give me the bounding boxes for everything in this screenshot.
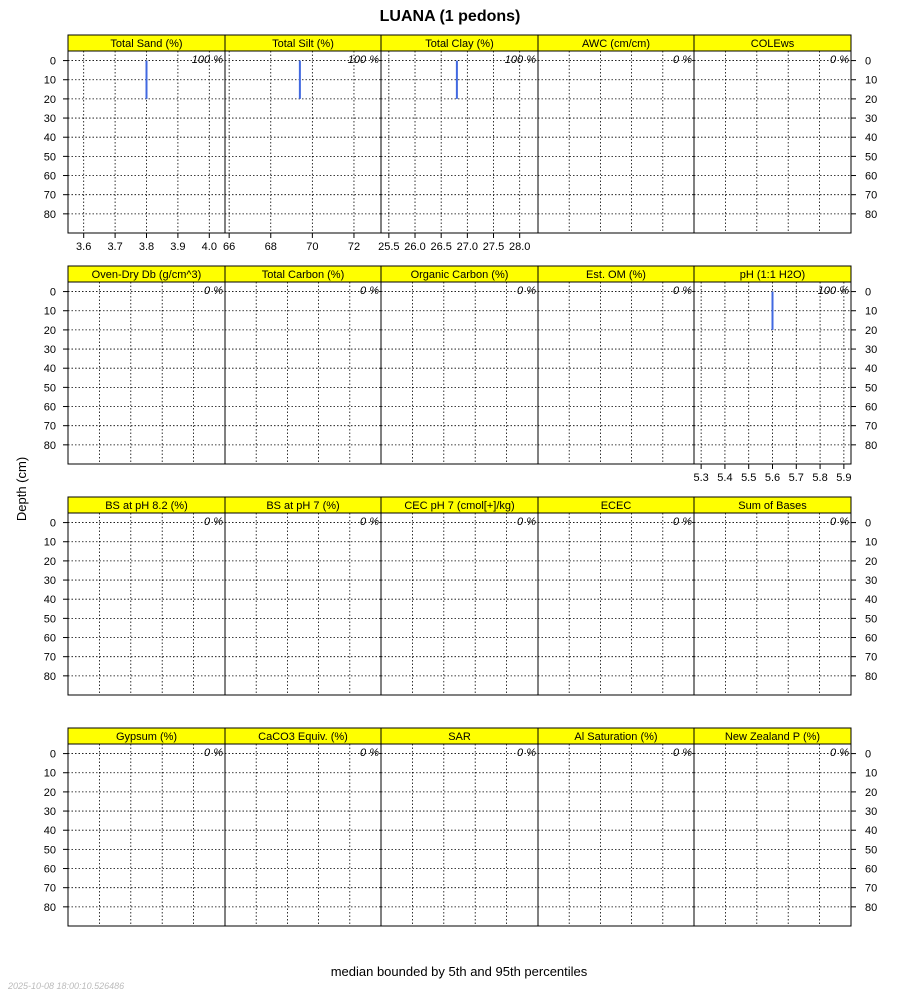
x-tick-label: 5.8	[812, 472, 828, 484]
x-tick-label: 5.6	[764, 472, 781, 484]
panel-strip-label: Total Clay (%)	[425, 38, 494, 50]
y-tick-label-left: 80	[43, 208, 56, 221]
panel-2	[223, 35, 381, 253]
panel-strip-label: Total Carbon (%)	[261, 269, 345, 281]
x-tick-label: 68	[264, 241, 277, 253]
panel-8	[381, 266, 538, 464]
x-tick-label: 5.3	[693, 472, 709, 484]
chart-title: LUANA (1 pedons)	[379, 8, 521, 25]
y-tick-label-right: 40	[865, 825, 878, 838]
panel-strip-label: Gypsum (%)	[115, 731, 178, 743]
panel-strip-label: Oven-Dry Db (g/cm^3)	[91, 269, 202, 281]
percent-annotation: 0 %	[360, 285, 379, 297]
y-tick-label-left: 10	[43, 74, 56, 87]
percent-annotation: 0 %	[360, 747, 379, 759]
panel-strip-label: ECEC	[600, 500, 632, 512]
y-tick-label-left: 60	[43, 401, 56, 414]
x-tick-label: 3.6	[76, 241, 92, 253]
y-axis-label: Depth (cm)	[14, 456, 29, 522]
panel-strip-label: Total Sand (%)	[110, 38, 183, 50]
x-tick-label: 70	[306, 241, 319, 253]
y-tick-label-right: 40	[865, 132, 878, 145]
y-tick-label-left: 0	[49, 517, 56, 530]
y-tick-label-right: 60	[865, 863, 878, 876]
panel-6	[44, 266, 225, 464]
panel-20	[694, 728, 877, 926]
y-tick-label-right: 0	[865, 286, 872, 299]
y-tick-label-right: 80	[865, 439, 878, 452]
x-tick-label: 5.9	[836, 472, 852, 484]
panel-strip-label: Total Silt (%)	[272, 38, 334, 50]
y-tick-label-right: 10	[865, 305, 878, 318]
panel-14	[538, 497, 694, 695]
x-tick-label: 3.8	[138, 241, 155, 253]
y-tick-label-left: 60	[43, 632, 56, 645]
x-axis-caption: median bounded by 5th and 95th percentiles	[330, 964, 588, 979]
y-tick-label-left: 80	[43, 901, 56, 914]
y-tick-label-right: 40	[865, 363, 878, 376]
y-tick-label-left: 40	[43, 594, 56, 607]
panel-strip-label: CEC pH 7 (cmol[+]/kg)	[404, 500, 515, 512]
y-tick-label-left: 70	[43, 420, 56, 433]
panel-border	[68, 744, 225, 926]
y-tick-label-right: 80	[865, 901, 878, 914]
percent-annotation: 0 %	[830, 516, 849, 528]
panel-9	[538, 266, 694, 464]
panel-strip-label: SAR	[448, 731, 471, 743]
y-tick-label-left: 30	[43, 344, 56, 357]
y-tick-label-left: 0	[49, 748, 56, 761]
x-tick-label: 3.9	[170, 241, 186, 253]
x-tick-label: 27.5	[482, 241, 505, 253]
percent-annotation: 100 %	[191, 54, 223, 66]
panel-strip-label: pH (1:1 H2O)	[739, 269, 806, 281]
y-tick-label-right: 20	[865, 555, 878, 568]
y-tick-label-left: 60	[43, 170, 56, 183]
y-tick-label-right: 30	[865, 344, 878, 357]
percent-annotation: 0 %	[673, 54, 692, 66]
y-tick-label-left: 80	[43, 670, 56, 683]
percent-annotation: 0 %	[830, 747, 849, 759]
panel-border	[538, 513, 694, 695]
x-tick-label: 3.7	[107, 241, 123, 253]
panel-border	[381, 513, 538, 695]
percent-annotation: 100 %	[347, 54, 379, 66]
x-tick-label: 26.5	[430, 241, 452, 253]
y-tick-label-right: 70	[865, 651, 878, 664]
y-tick-label-left: 30	[43, 113, 56, 126]
y-tick-label-right: 60	[865, 170, 878, 183]
timestamp-watermark: 2025-10-08 18:00:10.526486	[8, 981, 125, 991]
x-tick-label: 5.5	[741, 472, 757, 484]
y-tick-label-left: 10	[43, 305, 56, 318]
panel-border	[538, 744, 694, 926]
y-tick-label-right: 50	[865, 151, 878, 164]
y-tick-label-left: 20	[43, 555, 56, 568]
y-tick-label-left: 40	[43, 132, 56, 145]
panel-strip-label: AWC (cm/cm)	[581, 38, 651, 50]
panel-border	[694, 51, 851, 233]
panel-border	[538, 282, 694, 464]
y-tick-label-right: 30	[865, 113, 878, 126]
panel-7	[225, 266, 381, 464]
y-tick-label-left: 10	[43, 536, 56, 549]
percent-annotation: 0 %	[517, 747, 536, 759]
panel-strip-label: New Zealand P (%)	[724, 731, 821, 743]
panel-border	[68, 282, 225, 464]
panel-border	[381, 744, 538, 926]
panel-strip-label: Al Saturation (%)	[574, 731, 658, 743]
panel-strip-label: CaCO3 Equiv. (%)	[258, 731, 348, 743]
x-tick-label: 27.0	[456, 241, 479, 253]
y-tick-label-right: 70	[865, 882, 878, 895]
panel-5	[694, 35, 877, 233]
x-tick-label: 66	[223, 241, 236, 253]
y-tick-label-right: 30	[865, 575, 878, 588]
y-tick-label-left: 20	[43, 786, 56, 799]
x-tick-label: 26.0	[404, 241, 426, 253]
y-tick-label-right: 10	[865, 536, 878, 549]
panel-10	[693, 266, 877, 484]
y-tick-label-left: 50	[43, 844, 56, 857]
x-tick-label: 28.0	[508, 241, 531, 253]
percent-annotation: 0 %	[204, 747, 223, 759]
panel-border	[225, 744, 381, 926]
y-tick-label-right: 60	[865, 401, 878, 414]
y-tick-label-left: 30	[43, 575, 56, 588]
y-tick-label-right: 0	[865, 517, 872, 530]
panel-strip-label: COLEws	[750, 38, 795, 50]
x-tick-label: 5.7	[788, 472, 804, 484]
y-tick-label-left: 20	[43, 324, 56, 337]
x-tick-label: 4.0	[201, 241, 217, 253]
percent-annotation: 0 %	[517, 516, 536, 528]
percent-annotation: 0 %	[673, 516, 692, 528]
y-tick-label-right: 0	[865, 748, 872, 761]
percent-annotation: 0 %	[673, 285, 692, 297]
percent-annotation: 0 %	[204, 516, 223, 528]
panel-border	[381, 282, 538, 464]
percent-annotation: 100 %	[504, 54, 536, 66]
y-tick-label-left: 30	[43, 806, 56, 819]
y-tick-label-right: 80	[865, 670, 878, 683]
y-tick-label-left: 50	[43, 613, 56, 626]
y-tick-label-right: 70	[865, 189, 878, 202]
panel-12	[225, 497, 381, 695]
y-tick-label-right: 20	[865, 93, 878, 106]
panel-13	[381, 497, 538, 695]
y-tick-label-left: 50	[43, 151, 56, 164]
y-tick-label-left: 80	[43, 439, 56, 452]
y-tick-label-right: 60	[865, 632, 878, 645]
panel-grid	[44, 35, 878, 926]
panel-strip-label: BS at pH 8.2 (%)	[105, 500, 188, 512]
panel-3	[378, 35, 538, 253]
panel-border	[381, 51, 538, 233]
panel-strip-label: Organic Carbon (%)	[410, 269, 509, 281]
y-tick-label-left: 20	[43, 93, 56, 106]
y-tick-label-right: 40	[865, 594, 878, 607]
y-tick-label-right: 20	[865, 324, 878, 337]
y-tick-label-right: 30	[865, 806, 878, 819]
y-tick-label-right: 50	[865, 382, 878, 395]
y-tick-label-left: 0	[49, 55, 56, 68]
panel-border	[68, 513, 225, 695]
panel-4	[538, 35, 694, 233]
x-tick-label: 5.4	[717, 472, 733, 484]
y-tick-label-right: 70	[865, 420, 878, 433]
x-tick-label: 72	[347, 241, 361, 253]
y-tick-label-left: 40	[43, 363, 56, 376]
percent-annotation: 0 %	[830, 54, 849, 66]
panel-19	[538, 728, 694, 926]
panel-border	[694, 513, 851, 695]
panel-border	[225, 282, 381, 464]
percent-annotation: 0 %	[360, 516, 379, 528]
percent-annotation: 0 %	[204, 285, 223, 297]
y-tick-label-left: 40	[43, 825, 56, 838]
panel-11	[44, 497, 225, 695]
y-tick-label-left: 60	[43, 863, 56, 876]
panel-15	[694, 497, 877, 695]
panel-strip-label: BS at pH 7 (%)	[266, 500, 340, 512]
panel-18	[381, 728, 538, 926]
percent-annotation: 0 %	[517, 285, 536, 297]
panel-1	[44, 35, 225, 253]
panel-border	[538, 51, 694, 233]
panel-16	[44, 728, 225, 926]
y-tick-label-left: 10	[43, 767, 56, 780]
panel-border	[225, 513, 381, 695]
y-tick-label-right: 80	[865, 208, 878, 221]
y-tick-label-right: 50	[865, 844, 878, 857]
panel-17	[225, 728, 381, 926]
y-tick-label-right: 50	[865, 613, 878, 626]
y-tick-label-right: 20	[865, 786, 878, 799]
y-tick-label-right: 10	[865, 74, 878, 87]
y-tick-label-right: 0	[865, 55, 872, 68]
panel-border	[694, 744, 851, 926]
y-tick-label-right: 10	[865, 767, 878, 780]
y-tick-label-left: 70	[43, 882, 56, 895]
panel-border	[225, 51, 381, 233]
panel-strip-label: Est. OM (%)	[586, 269, 646, 281]
y-tick-label-left: 50	[43, 382, 56, 395]
panel-strip-label: Sum of Bases	[738, 500, 807, 512]
y-tick-label-left: 70	[43, 189, 56, 202]
y-tick-label-left: 70	[43, 651, 56, 664]
x-tick-label: 25.5	[378, 241, 400, 253]
percent-annotation: 100 %	[817, 285, 849, 297]
percent-annotation: 0 %	[673, 747, 692, 759]
y-tick-label-left: 0	[49, 286, 56, 299]
